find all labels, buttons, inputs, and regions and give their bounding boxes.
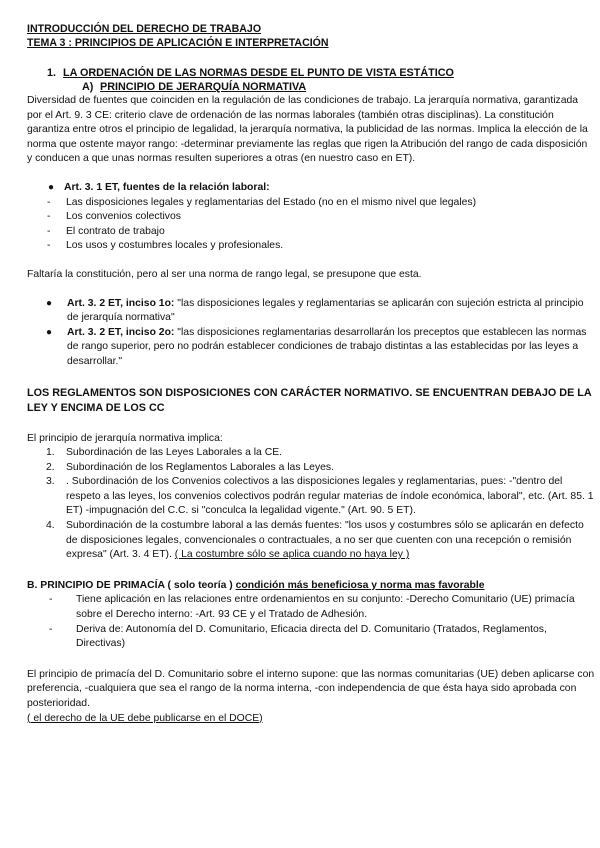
reglamentos-heading: LOS REGLAMENTOS SON DISPOSICIONES CON CARÁCTER NORMATIVO. SE ENCUENTRAN DEBAJO DE LA LEY Y ENCIMA DE LOS CC [27, 386, 592, 414]
subsection-title: PRINCIPIO DE JERARQUÍA NORMATIVA [100, 81, 307, 93]
list-item: 2. Subordinación de los Reglamentos Laborales a las Leyes. [46, 461, 335, 473]
art32-inciso1: ● Art. 3. 2 ET, inciso 1o: "las disposiciones legales y reglamentarias se aplicarán con sujeción estricta al principio de jerarquía normativa" [46, 297, 584, 324]
art31-bullet [27, 181, 595, 196]
jerarquia-list [27, 446, 595, 563]
jerarquia-intro: El principio de jerarquía normativa implica: [27, 432, 223, 444]
list-item: - Los convenios colectivos [47, 211, 181, 223]
bullet-icon: ● [46, 326, 53, 338]
subsection-letter: A) [82, 81, 94, 93]
list-item: 1. Subordinación de las Leyes Laborales a la CE. [46, 447, 283, 459]
constitution-note: Faltaría la constitución, pero al ser una norma de rango legal, se presupone que esta. [27, 268, 422, 280]
doce-note: ( el derecho de la UE debe publicarse en el DOCE) [27, 712, 263, 724]
primacia-paragraph: El principio de primacía del D. Comunitario sobre el interno supone: que las normas comunitarias (UE) deben aplicarse con preferencia, -cualquiera que sea el rango de la norma interna, -con independencia de que ésta haya sido aprobada con posterioridad. [27, 668, 595, 709]
art31-label: Art. 3. 1 ET, fuentes de la relación laboral: [64, 181, 270, 193]
document-title: INTRODUCCIÓN DEL DERECHO DE TRABAJO [27, 23, 262, 35]
art32-inciso2: ● Art. 3. 2 ET, inciso 2o: "las disposiciones reglamentarias desarrollarán los preceptos que establecen las normas de rango superior, pero no podrán establecer condiciones de trabajo distintas a las establecidas por las leyes a desarrollar." [46, 326, 587, 367]
list-item: - Deriva de: Autonomía del D. Comunitario, Eficacia directa del D. Comunitario (Tratados, Reglamentos, Directivas) [49, 623, 547, 650]
costumbre-note: ( La costumbre sólo se aplica cuando no haya ley ) [174, 549, 410, 561]
subsection-heading [27, 80, 595, 94]
list-item: - Tiene aplicación en las relaciones entre ordenamientos en su conjunto: -Derecho Comunitario (UE) primacía sobre el Derecho interno: -Art. 93 CE y el Tratado de Adhesión. [49, 594, 575, 621]
list-item: 3. . Subordinación de los Convenios colectivos a las disposiciones legales y reglamentarias, pues: -"dentro del respeto a las leyes, los convenios colectivos podrán regular materias de índole económica, laboral", etc. (Art. 85. 1 ET) -impugnación del C.C. si "conculca la legalidad vigente." (Art. 90. 5 ET). [46, 476, 594, 517]
primacia-heading: B. PRINCIPIO DE PRIMACÍA ( solo teoría ) condición más beneficiosa y norma mas favorable [27, 579, 485, 591]
list-item: - Las disposiciones legales y reglamentarias del Estado (no en el mismo nivel que legales) [47, 196, 477, 208]
document-page [27, 22, 595, 726]
section-number: 1. [47, 67, 57, 79]
bullet-icon: ● [48, 181, 55, 193]
section-heading [27, 66, 595, 80]
section-title: LA ORDENACIÓN DE LAS NORMAS DESDE EL PUNTO DE VISTA ESTÁTICO [63, 67, 454, 79]
bullet-icon: ● [46, 297, 53, 309]
primacia-list [27, 593, 595, 651]
list-item: - El contrato de trabajo [47, 225, 165, 237]
list-item: 4. Subordinación de la costumbre laboral a las demás fuentes: "los usos y costumbres sólo se aplicarán en defecto de disposiciones legales, convencionales o contractuales, a no ser que cuenten con una recepción o remisión expresa" (Art. 3. 4 ET). ( La costumbre sólo se aplica cuando no haya ley ) [46, 520, 584, 561]
art31-list [27, 196, 595, 254]
document-subtitle: TEMA 3 : PRINCIPIOS DE APLICACIÓN E INTERPRETACIÓN [27, 37, 329, 49]
list-item: - Los usos y costumbres locales y profesionales. [47, 240, 284, 252]
intro-paragraph: Diversidad de fuentes que coinciden en la regulación de las condiciones de trabajo. La jerarquía normativa, garantizada por el Art. 9. 3 CE: criterio clave de ordenación de las normas laborales (también otras disciplinas). La constitución garantiza entre otros el principio de legalidad, la jerarquía normativa, la publicidad de las normas. Implica la elección de la norma que ostente mayor rango: -determinar previamente las reglas que rigen la Atribución del rango de cada disposición y conducen a que unas normas resulten superiores a otras (en nuestro caso en ET). [27, 95, 588, 165]
